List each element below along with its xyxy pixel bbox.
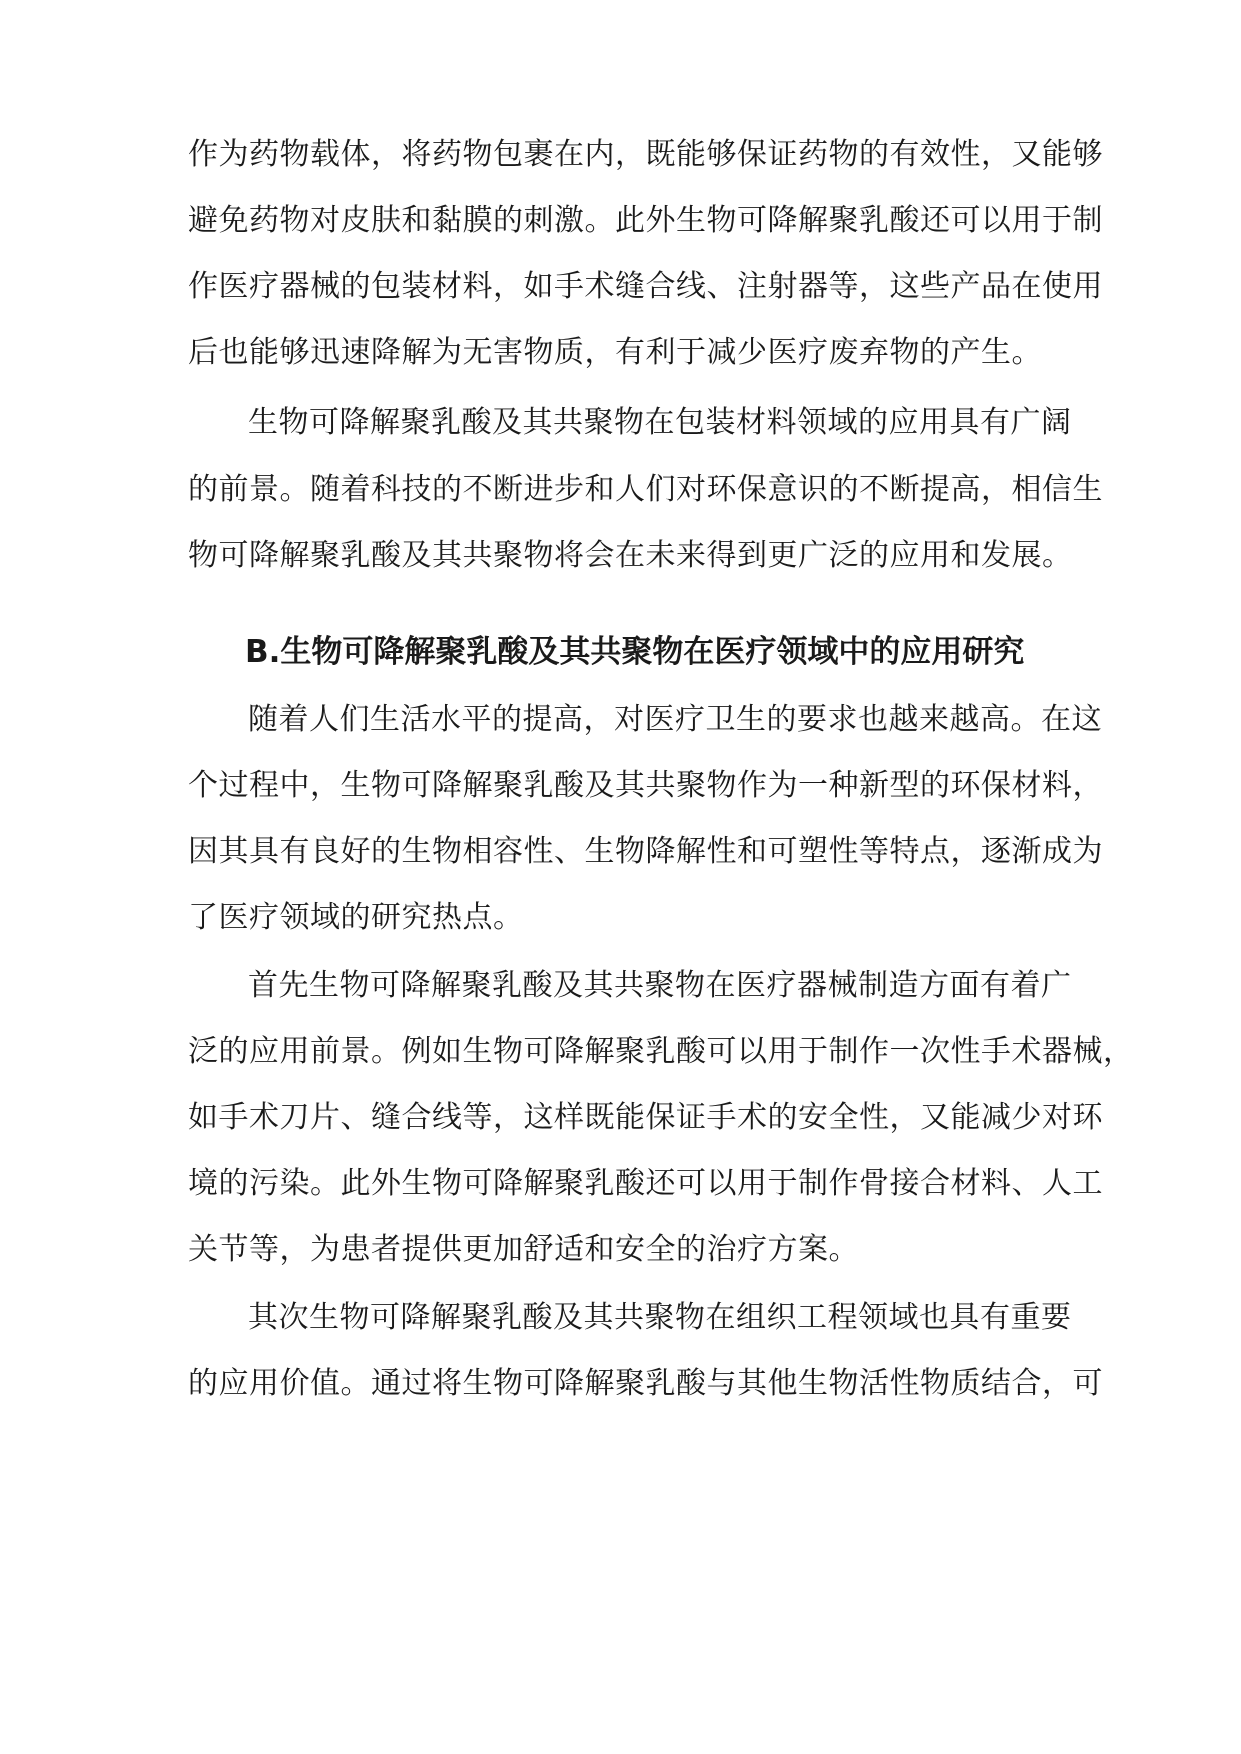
paragraph-line: 境的污染。此外生物可降解聚乳酸还可以用于制作骨接合材料、人工 <box>188 1166 1103 1201</box>
paragraph-line: 作为药物载体，将药物包裹在内，既能够保证药物的有效性，又能够 <box>188 137 1103 172</box>
paragraph-line: 后也能够迅速降解为无害物质，有利于减少医疗废弃物的产生。 <box>188 335 1042 370</box>
paragraph-line: 作医疗器械的包装材料，如手术缝合线、注射器等，这些产品在使用 <box>188 269 1103 304</box>
paragraph-line: 其次生物可降解聚乳酸及其共聚物在组织工程领域也具有重要 <box>248 1300 1072 1335</box>
paragraph-line: 了医疗领域的研究热点。 <box>188 900 524 935</box>
paragraph-line: 关节等，为患者提供更加舒适和安全的治疗方案。 <box>188 1232 859 1267</box>
section-heading: B.生物可降解聚乳酸及其共聚物在医疗领域中的应用研究 <box>245 634 1025 670</box>
paragraph-line: 个过程中，生物可降解聚乳酸及其共聚物作为一种新型的环保材料， <box>188 768 1103 803</box>
paragraph-line: 因其具有良好的生物相容性、生物降解性和可塑性等特点，逐渐成为 <box>188 834 1103 869</box>
paragraph-line: 泛的应用前景。例如生物可降解聚乳酸可以用于制作一次性手术器械， <box>188 1034 1134 1069</box>
paragraph-line: 物可降解聚乳酸及其共聚物将会在未来得到更广泛的应用和发展。 <box>188 538 1073 573</box>
paragraph-line: 生物可降解聚乳酸及其共聚物在包装材料领域的应用具有广阔 <box>248 405 1072 440</box>
paragraph-line: 避免药物对皮肤和黏膜的刺激。此外生物可降解聚乳酸还可以用于制 <box>188 203 1103 238</box>
paragraph-line: 的应用价值。通过将生物可降解聚乳酸与其他生物活性物质结合，可 <box>188 1366 1103 1401</box>
paragraph-line: 首先生物可降解聚乳酸及其共聚物在医疗器械制造方面有着广 <box>248 968 1072 1003</box>
paragraph-line: 随着人们生活水平的提高，对医疗卫生的要求也越来越高。在这 <box>248 702 1102 737</box>
paragraph-line: 如手术刀片、缝合线等，这样既能保证手术的安全性，又能减少对环 <box>188 1100 1103 1135</box>
paragraph-line: 的前景。随着科技的不断进步和人们对环保意识的不断提高，相信生 <box>188 472 1103 507</box>
